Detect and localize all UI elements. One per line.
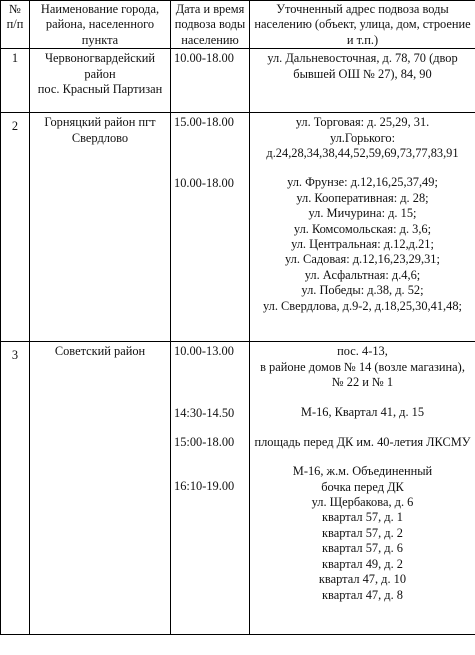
locality-line: Горняцкий район пгт Свердлово — [44, 115, 159, 145]
table-header-row — [1, 1, 475, 49]
address-line: площадь перед ДК им. 40-летия ЛКСМУ — [254, 434, 471, 449]
address-line: в районе домов № 14 (возле магазина), № 22 и № 1 — [260, 359, 469, 390]
address-line: ул. Комсомольская: д. 3,6; — [293, 221, 432, 236]
row-time — [171, 49, 250, 113]
address-line: М-16, Квартал 41, д. 15 — [300, 405, 425, 420]
address-line: М-16, ж.м. Объединенный — [292, 464, 433, 479]
header-number: № п/п — [1, 1, 30, 49]
row-number: 1 — [1, 49, 30, 113]
table-row — [1, 342, 475, 635]
time-slot: 16:10-19.00 — [174, 479, 235, 494]
address-line: ул. Центральная: д.12,д.21; — [291, 237, 434, 252]
row-locality — [30, 49, 171, 113]
header-locality: Наименование города, района, населенного пункта — [30, 1, 171, 49]
address-line: квартал 49, д. 2 — [322, 556, 403, 571]
address-line: ул. Победы: д.38, д. 52; — [301, 283, 424, 298]
row-locality — [30, 342, 171, 635]
row-address — [250, 113, 475, 342]
table-row — [1, 49, 475, 113]
time-slot: 14:30-14.50 — [174, 405, 235, 420]
address-line: ул.Горького: д.24,28,34,38,44,52,59,69,73,77,83,91 — [266, 130, 459, 161]
time-slot: 15:00-18.00 — [174, 435, 235, 450]
address-line: ул. Фрунзе: д.12,16,25,37,49; — [287, 175, 438, 190]
locality-line: пос. Красный Партизан — [37, 82, 163, 97]
address-line: ул. Свердлова, д.9-2, д.18,25,30,41,48; — [263, 298, 462, 313]
locality-line: Советский район — [54, 344, 146, 359]
row-number: 2 — [1, 113, 30, 342]
address-line: квартал 47, д. 8 — [322, 587, 403, 602]
row-address — [250, 49, 475, 113]
address-line: ул. Кооперативная: д. 28; — [296, 190, 429, 205]
address-line: ул. Торговая: д. 25,29, 31. — [295, 115, 430, 130]
row-locality — [30, 113, 171, 342]
address-line: ул. Мичурина: д. 15; — [308, 206, 417, 221]
address-line: ул. Садовая: д.12,16,23,29,31; — [285, 252, 440, 267]
address-line: квартал 57, д. 1 — [322, 510, 403, 525]
address-line: квартал 47, д. 10 — [318, 572, 407, 587]
time-slot: 15.00-18.00 — [174, 115, 234, 130]
address-line: квартал 57, д. 2 — [322, 525, 403, 540]
header-time: Дата и время подвоза воды населению — [171, 1, 250, 49]
address-line: ул. Дальневосточная, д. 78, 70 (двор бывшей ОШ № 27), 84, 90 — [267, 51, 461, 81]
row-time — [171, 113, 250, 342]
row-number: 3 — [1, 342, 30, 635]
address-line: ул. Асфальтная: д.4,6; — [304, 267, 421, 282]
row-address — [250, 342, 475, 635]
row-time — [171, 342, 250, 635]
header-address: Уточненный адрес подвоза воды населению (объект, улица, дом, строение и т.п.) — [250, 1, 475, 49]
time-slot: 10.00-18.00 — [174, 51, 234, 66]
address-line: пос. 4-13, — [337, 344, 388, 359]
address-line: квартал 57, д. 6 — [322, 541, 403, 556]
address-line: ул. Щербакова, д. 6 — [311, 495, 414, 510]
time-slot: 10.00-13.00 — [174, 344, 234, 359]
address-line: бочка перед ДК — [321, 479, 404, 494]
locality-line: Червоногвардейский район — [44, 51, 159, 81]
table-row — [1, 113, 475, 342]
time-slot: 10.00-18.00 — [174, 175, 234, 190]
